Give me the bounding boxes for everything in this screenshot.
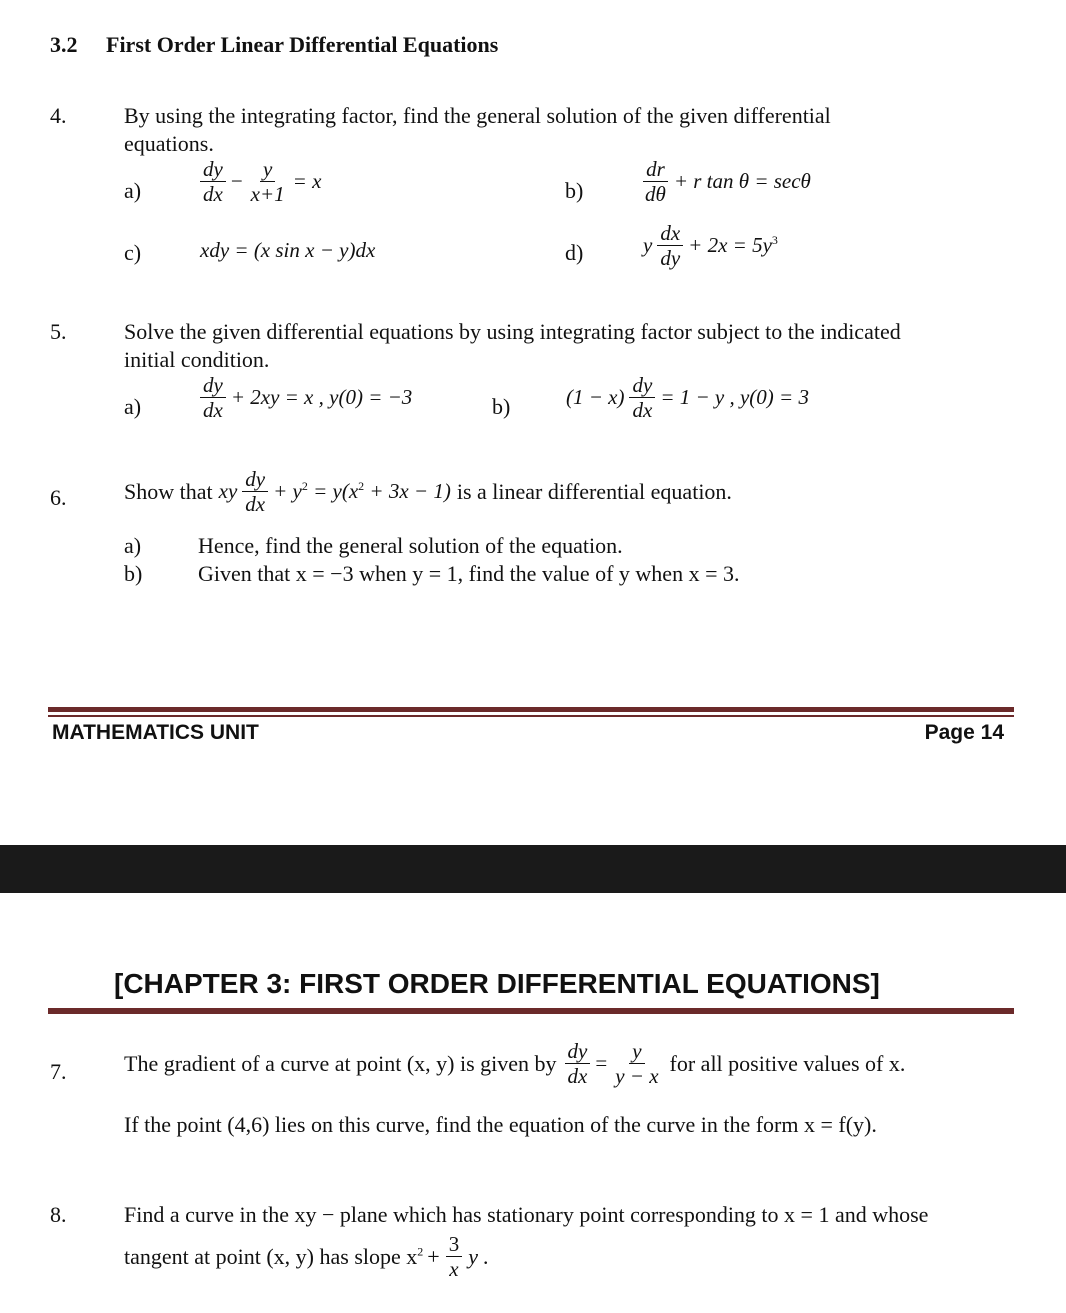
q8-line2-post: y . bbox=[468, 1243, 489, 1269]
q4d-pre: y bbox=[643, 233, 653, 258]
q4a-frac2-num: y bbox=[260, 158, 275, 182]
q7-line1-pre: The gradient of a curve at point (x, y) is given by bbox=[124, 1050, 557, 1076]
q7-line1 bbox=[124, 1040, 905, 1087]
q6-frac-num: dy bbox=[242, 468, 268, 492]
q4d-sup: 3 bbox=[771, 233, 778, 248]
q4b-frac-den: dθ bbox=[645, 182, 666, 207]
q7-frac2-num: y bbox=[629, 1040, 644, 1064]
q4d-rest: + 2x = 5y bbox=[688, 233, 772, 258]
q6-eq-end: + 3x − 1) bbox=[364, 479, 451, 504]
q6-sup2: 2 bbox=[358, 479, 365, 494]
q5-text-line2: initial condition. bbox=[124, 347, 270, 372]
q6-tail: is a linear differential equation. bbox=[456, 478, 732, 504]
q4-a-equation bbox=[198, 158, 321, 205]
q4-text-line1: By using the integrating factor, find the general solution of the given differential bbox=[124, 103, 831, 128]
q8-line1: Find a curve in the xy − plane which has stationary point corresponding to x = 1 and whose bbox=[124, 1202, 929, 1227]
q4d-frac-num: dx bbox=[657, 222, 683, 246]
q4a-frac1-num: dy bbox=[200, 158, 226, 182]
q6-frac-den: dx bbox=[245, 492, 266, 517]
q6-b-label: b) bbox=[124, 561, 143, 586]
q4-b-equation bbox=[640, 158, 811, 205]
footer-rule-thick bbox=[48, 707, 1014, 712]
q6-pre: xy bbox=[218, 479, 238, 504]
q4-number: 4. bbox=[50, 103, 67, 128]
q4-text-line2: equations. bbox=[124, 131, 214, 156]
q4-b-label: b) bbox=[565, 178, 584, 203]
q7-frac1-num: dy bbox=[565, 1040, 591, 1064]
q4a-rhs: = x bbox=[292, 169, 322, 194]
q5b-rest: = 1 − y , y(0) = 3 bbox=[660, 385, 809, 410]
q8-line2-pre: tangent at point (x, y) has slope x bbox=[124, 1243, 418, 1269]
q5b-frac-den: dx bbox=[632, 398, 653, 423]
q7-number: 7. bbox=[50, 1059, 67, 1084]
q4-c-equation bbox=[200, 238, 375, 263]
q6-statement bbox=[124, 468, 732, 515]
q5-a-equation bbox=[198, 374, 412, 421]
q6-show-that: Show that bbox=[124, 478, 213, 504]
q8-number: 8. bbox=[50, 1202, 67, 1227]
q4b-frac-num: dr bbox=[643, 158, 668, 182]
q6-a-text: Hence, find the general solution of the equation. bbox=[198, 533, 623, 558]
q4c-expr: xdy = (x sin x − y)dx bbox=[200, 238, 376, 262]
q7-frac2-den: y − x bbox=[615, 1064, 659, 1089]
section-title: First Order Linear Differential Equations bbox=[106, 32, 499, 57]
q8-frac-num: 3 bbox=[446, 1233, 463, 1257]
q5-b-label: b) bbox=[492, 394, 511, 419]
q6-b-text: Given that x = −3 when y = 1, find the value of y when x = 3. bbox=[198, 561, 740, 586]
q6-a-label: a) bbox=[124, 533, 142, 558]
q8-plus: + bbox=[427, 1243, 440, 1269]
q5b-frac-num: dy bbox=[629, 374, 655, 398]
page-break-band bbox=[0, 845, 1066, 893]
q6-number: 6. bbox=[50, 485, 67, 510]
footer-rule-thin bbox=[48, 715, 1014, 717]
q4d-frac-den: dy bbox=[660, 246, 681, 271]
q8-frac-den: x bbox=[449, 1257, 459, 1282]
q8-sup: 2 bbox=[417, 1244, 424, 1259]
q5-text-line1: Solve the given differential equations by using integrating factor subject to the indicated bbox=[124, 319, 901, 344]
q7-eq: = bbox=[595, 1051, 608, 1076]
q5a-frac-num: dy bbox=[200, 374, 226, 398]
q5a-rest: + 2xy = x , y(0) = −3 bbox=[230, 385, 413, 410]
q4-d-label: d) bbox=[565, 240, 584, 265]
q8-line2 bbox=[124, 1233, 489, 1280]
q7-line1-post: for all positive values of x. bbox=[669, 1050, 906, 1076]
section-number: 3.2 bbox=[50, 32, 78, 57]
chapter-rule bbox=[48, 1008, 1014, 1014]
q6-mid: + y bbox=[273, 479, 302, 504]
q5-number: 5. bbox=[50, 319, 67, 344]
chapter-header: [CHAPTER 3: FIRST ORDER DIFFERENTIAL EQUATIONS] bbox=[114, 968, 880, 999]
footer-page-number: Page 14 bbox=[924, 721, 1004, 744]
q4-d-equation bbox=[643, 222, 778, 269]
q5-b-equation bbox=[566, 374, 809, 421]
q4-c-label: c) bbox=[124, 240, 142, 265]
q6-sup1: 2 bbox=[301, 479, 308, 494]
q7-frac1-den: dx bbox=[567, 1064, 588, 1089]
q7-line2: If the point (4,6) lies on this curve, find the equation of the curve in the form x = f(y). bbox=[124, 1112, 877, 1137]
q5-a-label: a) bbox=[124, 394, 142, 419]
q4a-frac2-den: x+1 bbox=[250, 182, 285, 207]
q5a-frac-den: dx bbox=[203, 398, 223, 423]
q4-a-label: a) bbox=[124, 178, 142, 203]
q4a-op: − bbox=[230, 169, 243, 194]
q6-eq: = y(x bbox=[307, 479, 359, 504]
footer-left: MATHEMATICS UNIT bbox=[52, 721, 259, 744]
q5b-pre: (1 − x) bbox=[566, 385, 625, 410]
q4a-frac1-den: dx bbox=[203, 182, 223, 207]
q4b-rest: + r tan θ = secθ bbox=[673, 169, 811, 194]
